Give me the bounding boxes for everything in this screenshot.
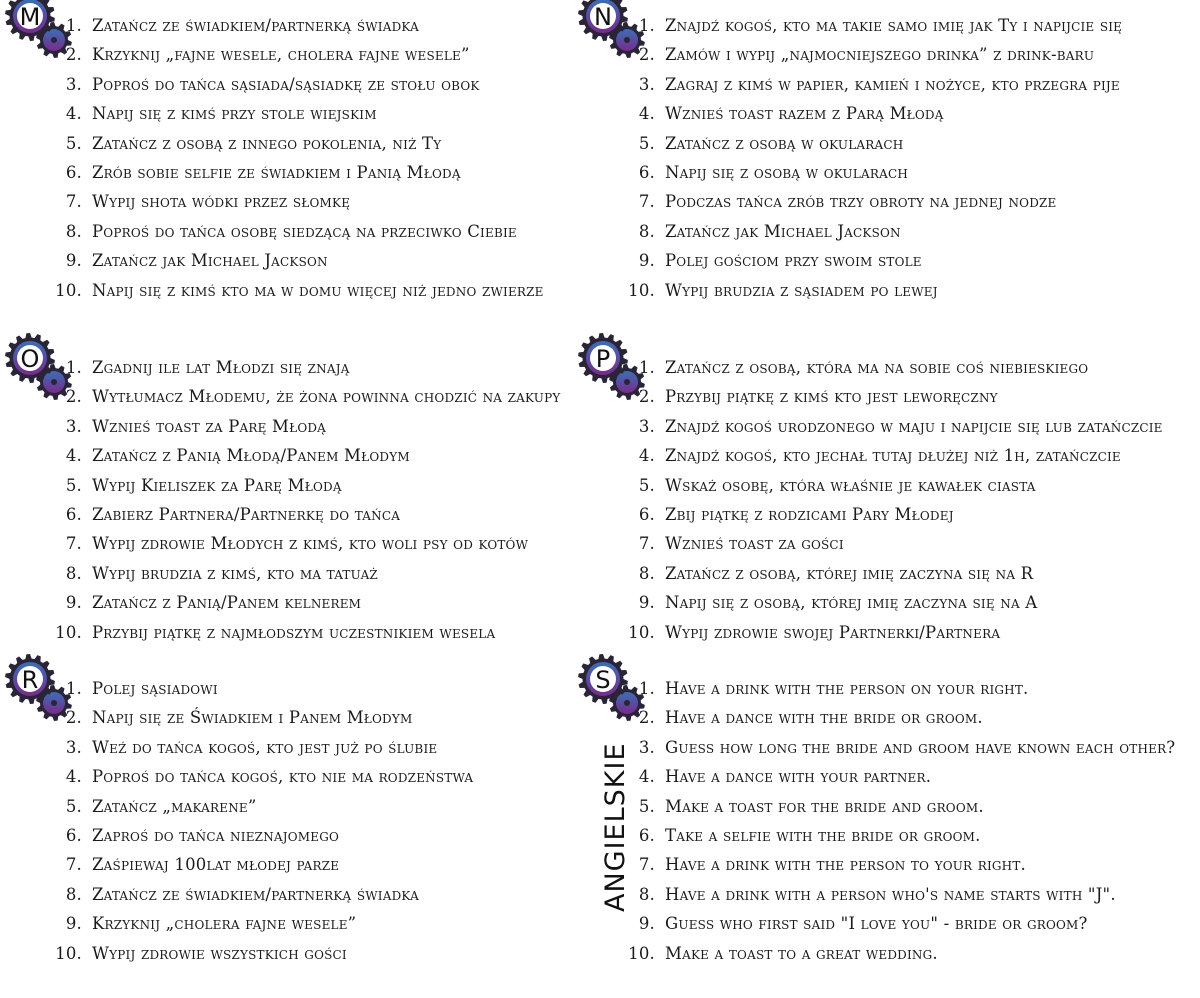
task-text: Wypij brudzia z kimś, kto ma tatuaż — [92, 563, 378, 583]
task-number: 3. — [638, 416, 655, 436]
task-text: Napij się z osobą w okularach — [665, 163, 908, 182]
task-number: 5. — [638, 796, 655, 816]
task-number: 5. — [638, 475, 655, 495]
task-number: 10. — [55, 280, 82, 300]
task-text: Zatańcz z osobą z innego pokolenia, niż Ty — [92, 133, 442, 153]
task-number: 9. — [638, 914, 655, 934]
task-text: Zaśpiewaj 100lat młodej parze — [92, 855, 340, 875]
task-number: 2. — [638, 387, 655, 407]
task-number: 1. — [638, 16, 655, 35]
task-text: Weź do tańca kogoś, kto jest już po ślubie — [92, 737, 438, 757]
task-number: 9. — [65, 914, 82, 934]
task-text: Zatańcz z osobą, której imię zaczyna się na R — [665, 563, 1034, 583]
task-text: Take a selfie with the bride or groom. — [665, 826, 981, 845]
task-text: Poproś do tańca sąsiada/sąsiadkę ze stołu obok — [92, 74, 480, 94]
task-text: Wznieś toast za gości — [665, 534, 844, 554]
task-number: 4. — [65, 446, 82, 466]
task-text: Have a drink with a person who's name starts with "J". — [665, 884, 1116, 904]
badge-letter: S — [595, 666, 611, 694]
task-number: 4. — [65, 104, 82, 124]
task-text: Krzyknij „cholera fajne wesele” — [92, 914, 357, 934]
badge-letter: N — [594, 3, 612, 31]
task-number: 5. — [65, 475, 82, 495]
task-text: Zatańcz z Panią Młodą/Panem Młodym — [92, 446, 410, 466]
task-number: 1. — [638, 679, 655, 698]
task-number: 8. — [65, 884, 82, 904]
task-text: Zatańcz ze świadkiem/partnerką świadka — [92, 16, 419, 35]
task-number: 7. — [65, 855, 82, 875]
task-number: 2. — [65, 708, 82, 728]
task-number: 1. — [65, 16, 82, 35]
task-number: 10. — [628, 280, 655, 300]
task-number: 5. — [65, 796, 82, 816]
task-number: 5. — [638, 133, 655, 153]
task-number: 9. — [65, 593, 82, 613]
task-text: Polej gościom przy swoim stole — [665, 251, 922, 271]
task-text: Wskaż osobę, która właśnie je kawałek ciasta — [665, 475, 1036, 495]
task-number: 7. — [638, 192, 655, 212]
task-text: Zaproś do tańca nieznajomego — [92, 826, 340, 845]
task-text: Make a toast for the bride and groom. — [665, 796, 984, 816]
task-text: Make a toast to a great wedding. — [665, 943, 938, 963]
task-number: 4. — [65, 767, 82, 787]
task-number: 10. — [55, 622, 82, 642]
task-text: Napij się z kimś przy stole wiejskim — [92, 104, 377, 124]
task-text: Podczas tańca zrób trzy obroty na jednej nodze — [665, 192, 1057, 212]
task-number: 10. — [55, 943, 82, 963]
task-text: Zatańcz „makarene” — [92, 796, 257, 816]
task-number: 7. — [65, 192, 82, 212]
task-text: Krzyknij „fajne wesele, cholera fajne wesele” — [92, 45, 470, 65]
task-text: Poproś do tańca kogoś, kto nie ma rodzeństwa — [92, 767, 474, 787]
task-text: Wypij Kieliszek za Parę Młodą — [92, 475, 342, 495]
task-text: Have a dance with the bride or groom. — [665, 708, 983, 728]
task-number: 4. — [638, 446, 655, 466]
task-number: 7. — [65, 534, 82, 554]
task-number: 3. — [65, 416, 82, 436]
task-text: Wypij zdrowie Młodych z kimś, kto woli psy od kotów — [92, 534, 529, 554]
task-text: Zatańcz jak Michael Jackson — [92, 251, 328, 271]
task-number: 8. — [638, 884, 655, 904]
task-text: Zbij piątkę z rodzicami Pary Młodej — [665, 505, 954, 524]
task-text: Zrób sobie selfie ze świadkiem i Panią Młodą — [92, 163, 461, 182]
task-text: Have a dance with your partner. — [665, 767, 932, 787]
task-text: Napij się z osobą, której imię zaczyna się na A — [665, 593, 1038, 613]
task-text: Wypij zdrowie swojej Partnerki/Partnera — [665, 622, 1001, 642]
task-number: 5. — [65, 133, 82, 153]
task-number: 4. — [638, 104, 655, 124]
side-label: ANGIELSKIE — [600, 742, 631, 912]
task-text: Wypij zdrowie wszystkich gości — [92, 943, 347, 963]
task-text: Have a drink with the person to your right. — [665, 855, 1026, 875]
task-number: 7. — [638, 534, 655, 554]
badge-letter: P — [595, 345, 611, 373]
task-number: 4. — [638, 767, 655, 787]
task-number: 2. — [638, 45, 655, 65]
task-number: 8. — [638, 221, 655, 241]
task-number: 1. — [638, 358, 655, 377]
task-text: Zatańcz ze świadkiem/partnerką świadka — [92, 884, 419, 904]
task-number: 9. — [65, 251, 82, 271]
task-number: 8. — [65, 563, 82, 583]
task-number: 9. — [638, 251, 655, 271]
task-text: Zamów i wypij „najmocniejszego drinka” z drink-baru — [665, 45, 1095, 65]
task-text: Zatańcz z osobą w okularach — [665, 133, 904, 153]
task-number: 8. — [638, 563, 655, 583]
task-number: 7. — [638, 855, 655, 875]
task-text: Znajdź kogoś, kto ma takie samo imię jak Ty i napijcie się — [665, 16, 1123, 35]
task-text: Zatańcz z Panią/Panem kelnerem — [92, 593, 362, 613]
task-number: 6. — [65, 826, 82, 845]
task-number: 3. — [638, 74, 655, 94]
task-text: Napij się ze Świadkiem i Panem Młodym — [92, 708, 413, 728]
task-number: 6. — [638, 826, 655, 845]
task-text: Wytłumacz Młodemu, że żona powinna chodzić na zakupy — [92, 387, 561, 407]
task-text: Have a drink with the person on your right. — [665, 679, 1029, 698]
task-text: Polej sąsiadowi — [92, 679, 218, 698]
task-number: 8. — [65, 221, 82, 241]
task-text: Guess how long the bride and groom have known each other? — [665, 737, 1176, 757]
task-text: Znajdź kogoś urodzonego w maju i napijcie się lub zatańczcie — [665, 416, 1163, 436]
task-number: 10. — [628, 622, 655, 642]
task-text: Wznieś toast razem z Parą Młodą — [665, 104, 944, 124]
task-text: Guess who first said "I love you" - bride or groom? — [665, 914, 1088, 934]
task-text: Zgadnij ile lat Młodzi się znają — [92, 358, 350, 377]
task-text: Zabierz Partnera/Partnerkę do tańca — [92, 505, 401, 524]
badge-letter: O — [20, 345, 40, 373]
task-number: 1. — [65, 679, 82, 698]
task-number: 3. — [65, 737, 82, 757]
task-text: Zatańcz jak Michael Jackson — [665, 221, 901, 241]
task-number: 6. — [638, 163, 655, 182]
task-number: 2. — [65, 387, 82, 407]
task-number: 3. — [65, 74, 82, 94]
task-text: Przybij piątkę z kimś kto jest leworęczny — [665, 387, 998, 407]
task-text: Zatańcz z osobą, która ma na sobie coś niebieskiego — [665, 358, 1089, 377]
badge-letter: R — [21, 666, 39, 694]
task-number: 6. — [638, 505, 655, 524]
task-number: 1. — [65, 358, 82, 377]
task-number: 2. — [638, 708, 655, 728]
task-text: Znajdź kogoś, kto jechał tutaj dłużej niż 1h, zatańczcie — [665, 446, 1121, 466]
task-number: 3. — [638, 737, 655, 757]
task-text: Wznieś toast za Parę Młodą — [92, 416, 327, 436]
task-text: Wypij brudzia z sąsiadem po lewej — [665, 280, 938, 300]
task-text: Wypij shota wódki przez słomkę — [92, 192, 351, 212]
task-number: 6. — [65, 163, 82, 182]
task-text: Poproś do tańca osobę siedzącą na przeciwko Ciebie — [92, 221, 517, 241]
task-number: 6. — [65, 505, 82, 524]
task-text: Napij się z kimś kto ma w domu więcej niż jedno zwierze — [92, 280, 544, 300]
task-number: 9. — [638, 593, 655, 613]
task-text: Przybij piątkę z najmłodszym uczestnikiem wesela — [92, 622, 496, 642]
task-number: 10. — [628, 943, 655, 963]
badge-letter: M — [19, 3, 41, 31]
task-number: 2. — [65, 45, 82, 65]
task-text: Zagraj z kimś w papier, kamień i nożyce, kto przegra pije — [665, 74, 1120, 94]
